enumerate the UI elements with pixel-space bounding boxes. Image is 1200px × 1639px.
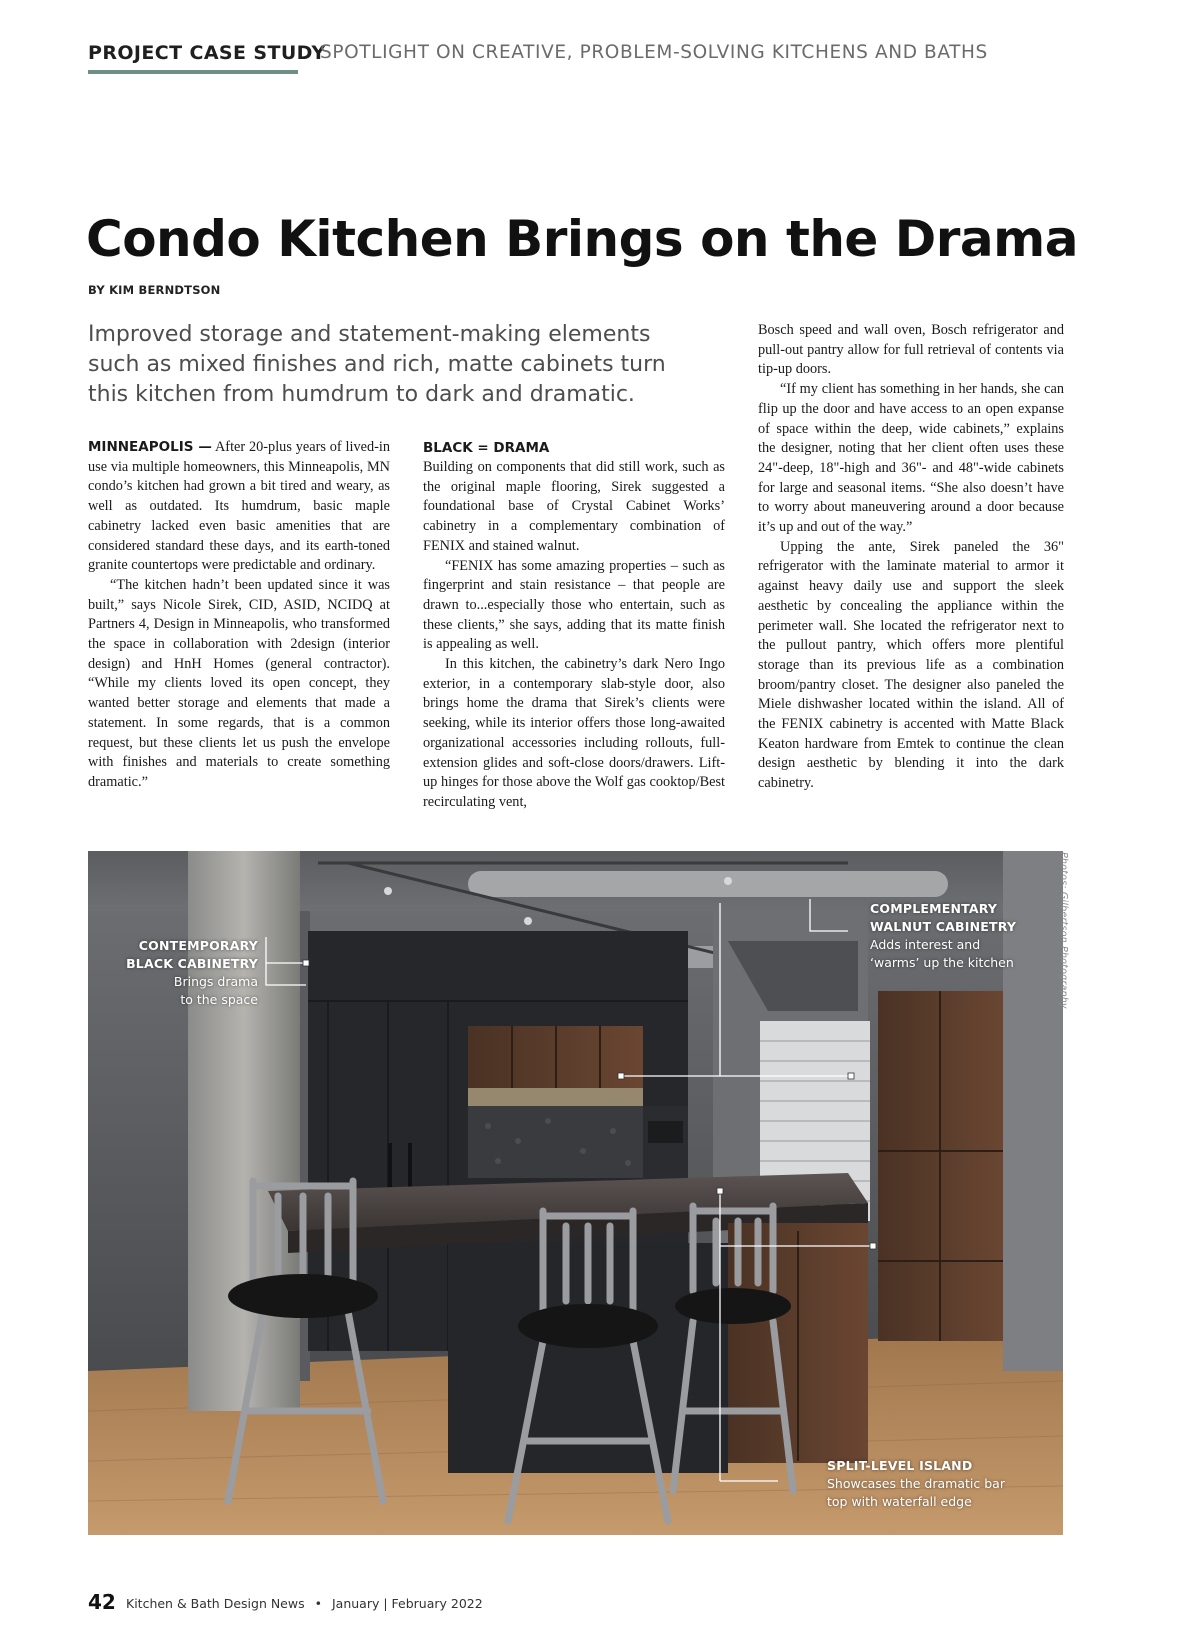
callout-title: SPLIT-LEVEL ISLAND — [827, 1458, 973, 1473]
callout-split-level-island — [827, 1457, 1027, 1511]
paragraph: Bosch speed and wall oven, Bosch refrigerator and pull-out pantry allow for full retrieval of contents via tip-up doors. — [758, 322, 1064, 378]
callout-black-cabinetry — [88, 937, 258, 1009]
footer-publication-line — [126, 1596, 483, 1611]
section-rule — [88, 70, 298, 74]
paragraph: “The kitchen hadn’t been updated since it was built,” says Nicole Sirek, CID, ASID, NCIDQ at Partners 4, Design in Minneapolis, who transformed the space in collaboration with 2design (interior design) and HnH Homes (general contractor). “While my clients loved its open concept, they wanted better storage and elements that made a statement. In some regards, that is a common request, but these clients let us push the envelope with finishes and materials to create something dramatic.” — [88, 576, 390, 790]
callout-text: Brings drama — [173, 974, 258, 989]
article-title: Condo Kitchen Brings on the Drama — [86, 210, 1078, 268]
paragraph-text: After 20-plus years of lived-in use via multiple homeowners, this Minneapolis, MN condo’s kitchen had grown a bit tired and weary, as well as outdated. Its humdrum, basic maple cabinetry lacked even basic amenities that are considered standard these days, and its earth-toned granite countertops were predictable and ordinary. — [88, 439, 390, 574]
page-number: 42 — [88, 1590, 116, 1614]
photo-credit: Photos: Gilbertson Photography — [1058, 852, 1069, 1009]
article-deck: Improved storage and statement-making elements such as mixed finishes and rich, matte cabinets turn this kitchen from humdrum to dark and dramatic. — [88, 322, 666, 407]
callout-text: ‘warms’ up the kitchen — [870, 955, 1014, 970]
callout-title: COMPLEMENTARY — [870, 901, 998, 916]
paragraph: Building on components that did still work, such as the original maple flooring, Sirek suggested a foundational base of Crystal Cabinet Works’ cabinetry in a complementary combination of FENIX and stained walnut. — [423, 459, 725, 554]
callout-text: Adds interest and — [870, 937, 981, 952]
section-label: PROJECT CASE STUDY — [88, 42, 326, 64]
paragraph: Upping the ante, Sirek paneled the 36" refrigerator with the laminate material to armor it against heavy daily use and support the sleek aesthetic by concealing the appliance within the perimeter wall. She located the refrigerator next to the pullout pantry, which offers more plentiful storage than its previous life as a combination broom/pantry closet. The designer also paneled the Miele dishwasher located within the island. All of the FENIX cabinetry is accented with Matte Black Keaton hardware from Emtek to continue the clean design aesthetic by blending it into the dark cabinetry. — [758, 538, 1064, 792]
article-byline: BY KIM BERNDTSON — [88, 283, 221, 297]
publication-name: Kitchen & Bath Design News — [126, 1596, 305, 1611]
issue-date: January | February 2022 — [331, 1596, 483, 1611]
paragraph: “If my client has something in her hands, she can flip up the door and have access to an open expanse of space within the deep, wide cabinets,” explains the designer, noting that her client often uses these 24"-deep, 18"-high and 36"- and 48"-wide cabinets for large and seasonal items. “She also doesn’t have to worry about maneuvering around a door because it’s up and out of the way.” — [758, 381, 1064, 536]
callout-text: top with waterfall edge — [827, 1494, 972, 1509]
subhead: BLACK = DRAMA — [423, 440, 550, 456]
body-column-1 — [88, 438, 390, 793]
body-column-2 — [423, 438, 725, 813]
section-tagline: SPOTLIGHT ON CREATIVE, PROBLEM-SOLVING KITCHENS AND BATHS — [320, 42, 988, 63]
callout-title: BLACK CABINETRY — [126, 956, 258, 971]
callout-text: to the space — [180, 992, 258, 1007]
paragraph: In this kitchen, the cabinetry’s dark Nero Ingo exterior, in a contemporary slab-style door, also brings home the drama that Sirek’s clients were seeking, while its interior offers those long-awaited organizational accessories including rollouts, full-extension glides and soft-close doors/drawers. Lift-up hinges for those above the Wolf gas cooktop/Best recirculating vent, — [423, 656, 725, 810]
dateline: MINNEAPOLIS — — [88, 439, 212, 455]
callout-text: Showcases the dramatic bar — [827, 1476, 1005, 1491]
callout-title: WALNUT CABINETRY — [870, 919, 1017, 934]
paragraph — [88, 438, 390, 576]
callout-walnut-cabinetry — [870, 900, 1060, 972]
paragraph: “FENIX has some amazing properties – such as fingerprint and stain resistance – that people are drawn to...especially those who entertain, such as these clients,” she says, adding that its matte finish is appealing as well. — [423, 557, 725, 653]
callout-title: CONTEMPORARY — [138, 938, 258, 953]
body-column-3 — [758, 321, 1064, 794]
footer-separator: • — [314, 1596, 322, 1611]
